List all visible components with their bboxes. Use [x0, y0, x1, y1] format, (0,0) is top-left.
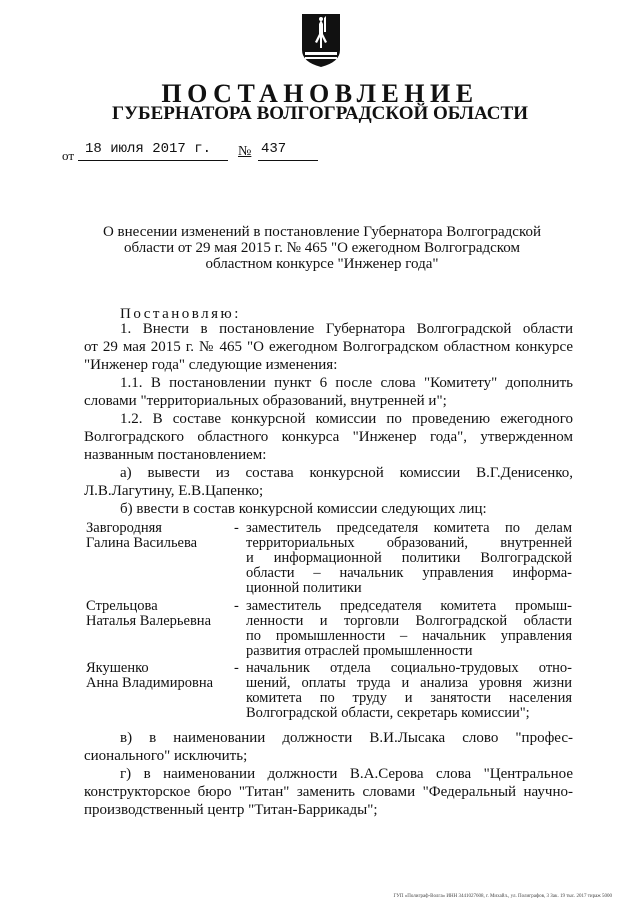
paragraph-a-line: а) вывести из состава конкурсной комиссии В.Г.Денисенко,: [120, 465, 573, 481]
subject-line: области от 29 мая 2015 г. № 465 "О ежегодном Волгоградском: [123, 240, 521, 256]
paragraph-1-line: "Инженер года" следующие изменения:: [84, 357, 338, 373]
member-name: [86, 661, 236, 691]
document-number: 437: [258, 141, 318, 161]
member-surname: Завгородняя: [86, 520, 162, 536]
position-line: ленности и торговли Волгоградской области: [246, 614, 572, 629]
paragraph-1-2-line: 1.2. В составе конкурсной комиссии по проведению ежегодного: [120, 411, 573, 427]
subject-line: областном конкурсе "Инженер года": [205, 256, 439, 272]
member-given-names: Галина Васильева: [86, 535, 198, 551]
paragraph-1-1-line: 1.1. В постановлении пункт 6 после слова "Комитету" дополнить: [120, 375, 573, 391]
member-position: [246, 521, 572, 596]
position-line: области – начальник управления информа-: [246, 566, 572, 581]
member-dash: -: [234, 660, 239, 676]
member-given-names: Анна Владимировна: [86, 675, 214, 691]
paragraph-g-line: г) в наименовании должности В.А.Серова слова "Центральное: [120, 766, 573, 782]
paragraph-v-line: в) в наименовании должности В.И.Лысака слово "профес-: [120, 730, 573, 746]
position-line: заместитель председателя комитета промыш-: [246, 599, 572, 614]
position-line: шений, оплаты труда и анализа уровня жизни: [246, 676, 572, 691]
volgograd-emblem-icon: [300, 12, 342, 68]
paragraph-1-line: 1. Внести в постановление Губернатора Волгоградской области: [120, 321, 573, 337]
position-line: начальник отдела социально-трудовых отно-: [246, 661, 572, 676]
member-dash: -: [234, 598, 239, 614]
number-label: №: [238, 144, 252, 159]
date-label: от: [62, 148, 75, 163]
member-position: [246, 599, 572, 659]
resolution-word: Постановляю:: [120, 306, 241, 322]
paragraph-1-2-line: названным постановлением:: [84, 447, 267, 463]
position-line: ционной политики: [246, 581, 362, 596]
subject-line: О внесении изменений в постановление Губернатора Волгоградской: [102, 224, 542, 240]
paragraph-g-line: производственный центр "Титан-Баррикады";: [84, 802, 378, 818]
member-position: [246, 661, 572, 721]
paragraph-1-1-line: словами "территориальных образований, внутренней и";: [84, 393, 447, 409]
paragraph-b-line: б) ввести в состав конкурсной комиссии следующих лиц:: [120, 501, 487, 517]
issuer-title: ГУБЕРНАТОРА ВОЛГОГРАДСКОЙ ОБЛАСТИ: [112, 103, 528, 124]
document-subject: [92, 224, 552, 272]
paragraph-1-2-line: Волгоградского областного конкурса "Инженер года", утвержденном: [84, 429, 573, 445]
paragraph-a-line: Л.В.Лагутину, Е.В.Цапенко;: [84, 483, 264, 499]
position-line: развития отраслей промышленности: [246, 644, 473, 659]
position-line: Волгоградской области, секретарь комиссии";: [246, 706, 530, 721]
paragraph-1-line: от 29 мая 2015 г. № 465 "О ежегодном Волгоградском областном конкурсе: [84, 339, 573, 355]
paragraph-g-line: конструкторское бюро "Титан" заменить словами "Федеральный научно-: [84, 784, 573, 800]
member-surname: Якушенко: [86, 660, 149, 676]
position-line: территориальных образований, внутренней: [246, 536, 572, 551]
print-imprint: ГУП «Полиграф-Волга» ИНН 3441027608, г. Михайл., ул. Полиграфов, 3 Зак. 19 тыс. 2017 тираж 5000: [393, 894, 612, 899]
position-line: и информационной политики Волгоградской: [246, 551, 572, 566]
document-body: [84, 320, 573, 518]
document-type-title: ПОСТАНОВЛЕНИЕ: [161, 79, 479, 108]
position-line: по промышленности – начальник управления: [246, 629, 572, 644]
position-line: комитета по труду и занятости населения: [246, 691, 572, 706]
member-given-names: Наталья Валерьевна: [86, 613, 211, 629]
member-dash: -: [234, 520, 239, 536]
member-name: [86, 599, 236, 629]
member-name: [86, 521, 236, 551]
document-body-continued: [84, 729, 573, 819]
paragraph-v-line: сионального" исключить;: [84, 748, 248, 764]
member-surname: Стрельцова: [86, 598, 158, 614]
document-date: 18 июля 2017 г.: [78, 141, 228, 161]
position-line: заместитель председателя комитета по делам: [246, 521, 572, 536]
